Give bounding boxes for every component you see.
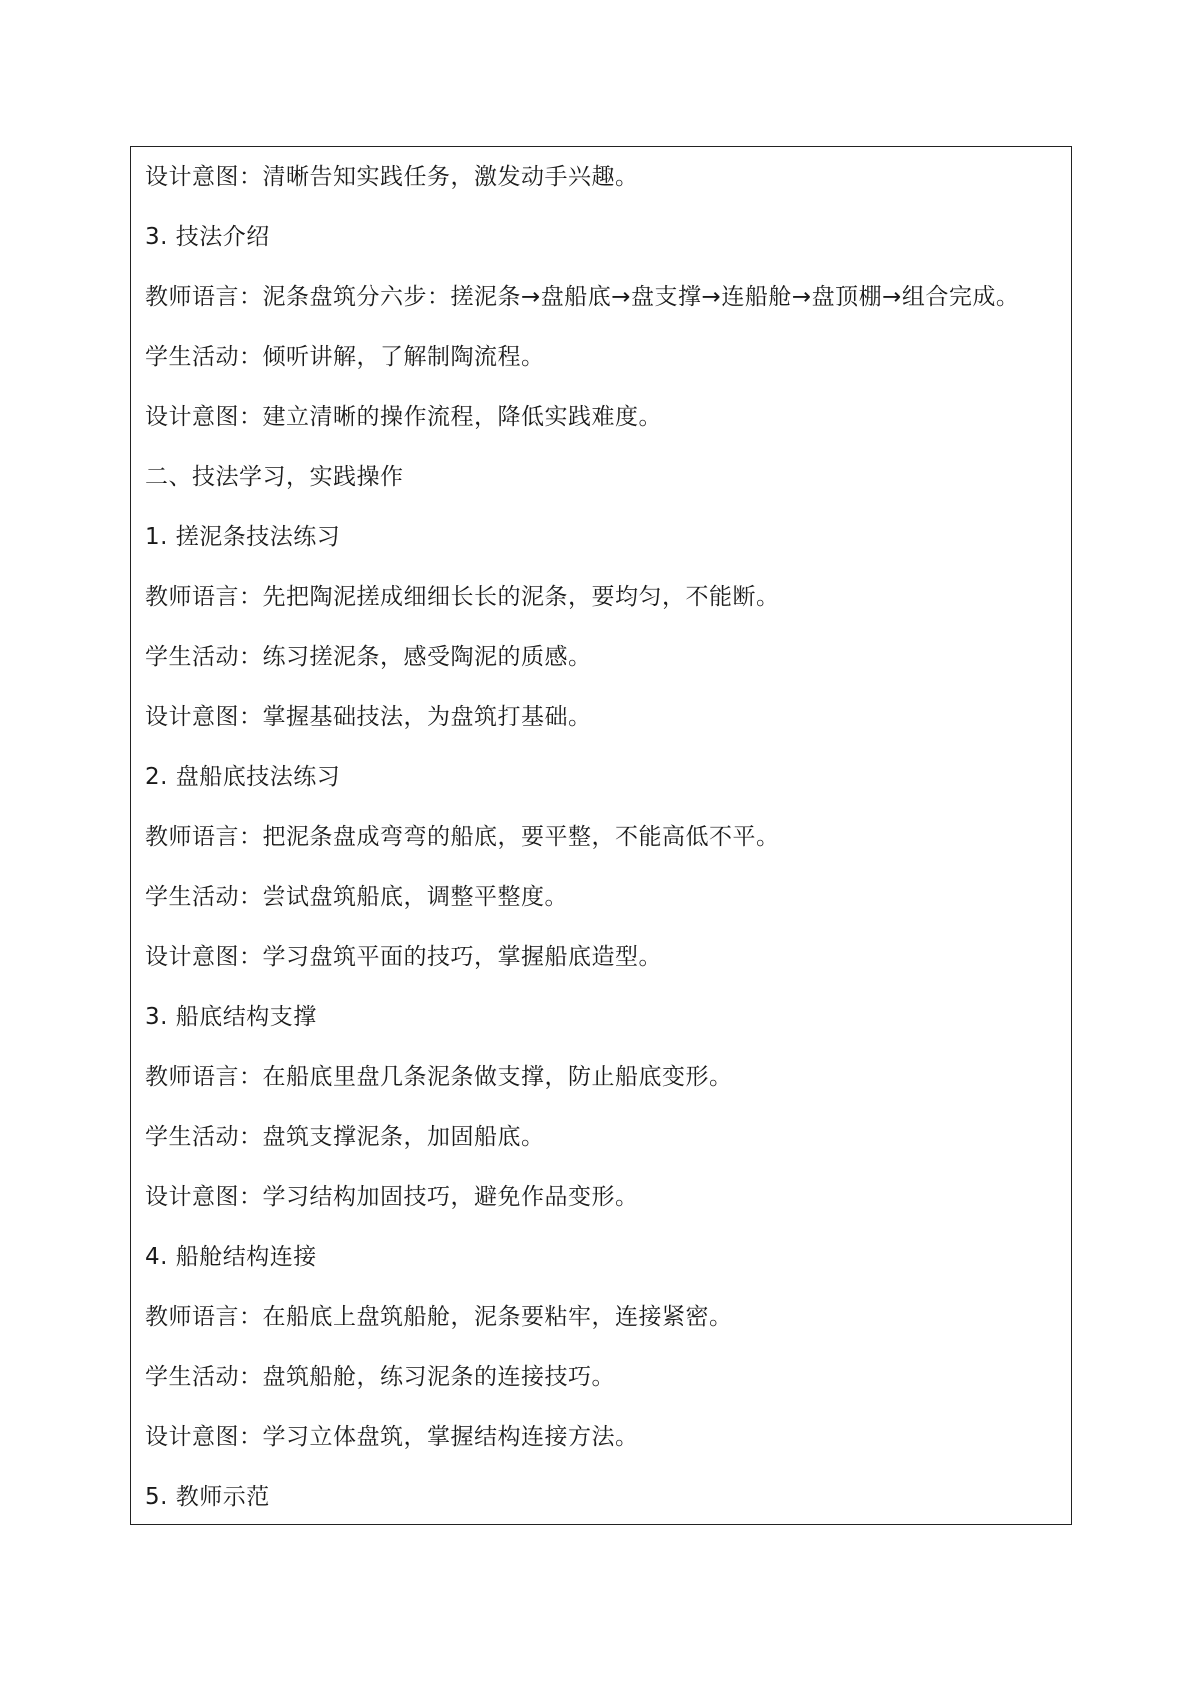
text-line: 学生活动：倾听讲解，了解制陶流程。 — [145, 344, 545, 370]
text-line: 教师语言：在船底里盘几条泥条做支撑，防止船底变形。 — [145, 1064, 733, 1090]
section-heading: 2. 盘船底技法练习 — [145, 764, 341, 790]
text-line: 学生活动：盘筑支撑泥条，加固船底。 — [145, 1124, 545, 1150]
text-line: 教师语言：在船底上盘筑船舱，泥条要粘牢，连接紧密。 — [145, 1304, 733, 1330]
section-heading: 二、技法学习，实践操作 — [145, 464, 404, 490]
text-line: 设计意图：掌握基础技法，为盘筑打基础。 — [145, 704, 592, 730]
section-heading: 5. 教师示范 — [145, 1484, 270, 1510]
section-heading: 3. 技法介绍 — [145, 224, 270, 250]
section-heading: 3. 船底结构支撑 — [145, 1004, 317, 1030]
section-heading: 1. 搓泥条技法练习 — [145, 524, 341, 550]
lesson-content — [145, 159, 1061, 1539]
text-line: 设计意图：学习盘筑平面的技巧，掌握船底造型。 — [145, 944, 662, 970]
text-line: 设计意图：学习立体盘筑，掌握结构连接方法。 — [145, 1424, 639, 1450]
text-line: 设计意图：清晰告知实践任务，激发动手兴趣。 — [145, 164, 639, 190]
text-line: 学生活动：尝试盘筑船底，调整平整度。 — [145, 884, 568, 910]
text-line: 教师语言：把泥条盘成弯弯的船底，要平整，不能高低不平。 — [145, 824, 780, 850]
text-line: 学生活动：盘筑船舱，练习泥条的连接技巧。 — [145, 1364, 615, 1390]
section-heading: 4. 船舱结构连接 — [145, 1244, 317, 1270]
text-line: 学生活动：练习搓泥条，感受陶泥的质感。 — [145, 644, 592, 670]
text-line: 教师语言：先把陶泥搓成细细长长的泥条，要均匀，不能断。 — [145, 584, 780, 610]
text-line: 教师语言：泥条盘筑分六步：搓泥条→盘船底→盘支撑→连船舱→盘顶棚→组合完成。 — [145, 284, 1020, 310]
text-line: 设计意图：建立清晰的操作流程，降低实践难度。 — [145, 404, 662, 430]
text-line: 设计意图：学习结构加固技巧，避免作品变形。 — [145, 1184, 639, 1210]
table-cell-frame — [130, 146, 1072, 1525]
